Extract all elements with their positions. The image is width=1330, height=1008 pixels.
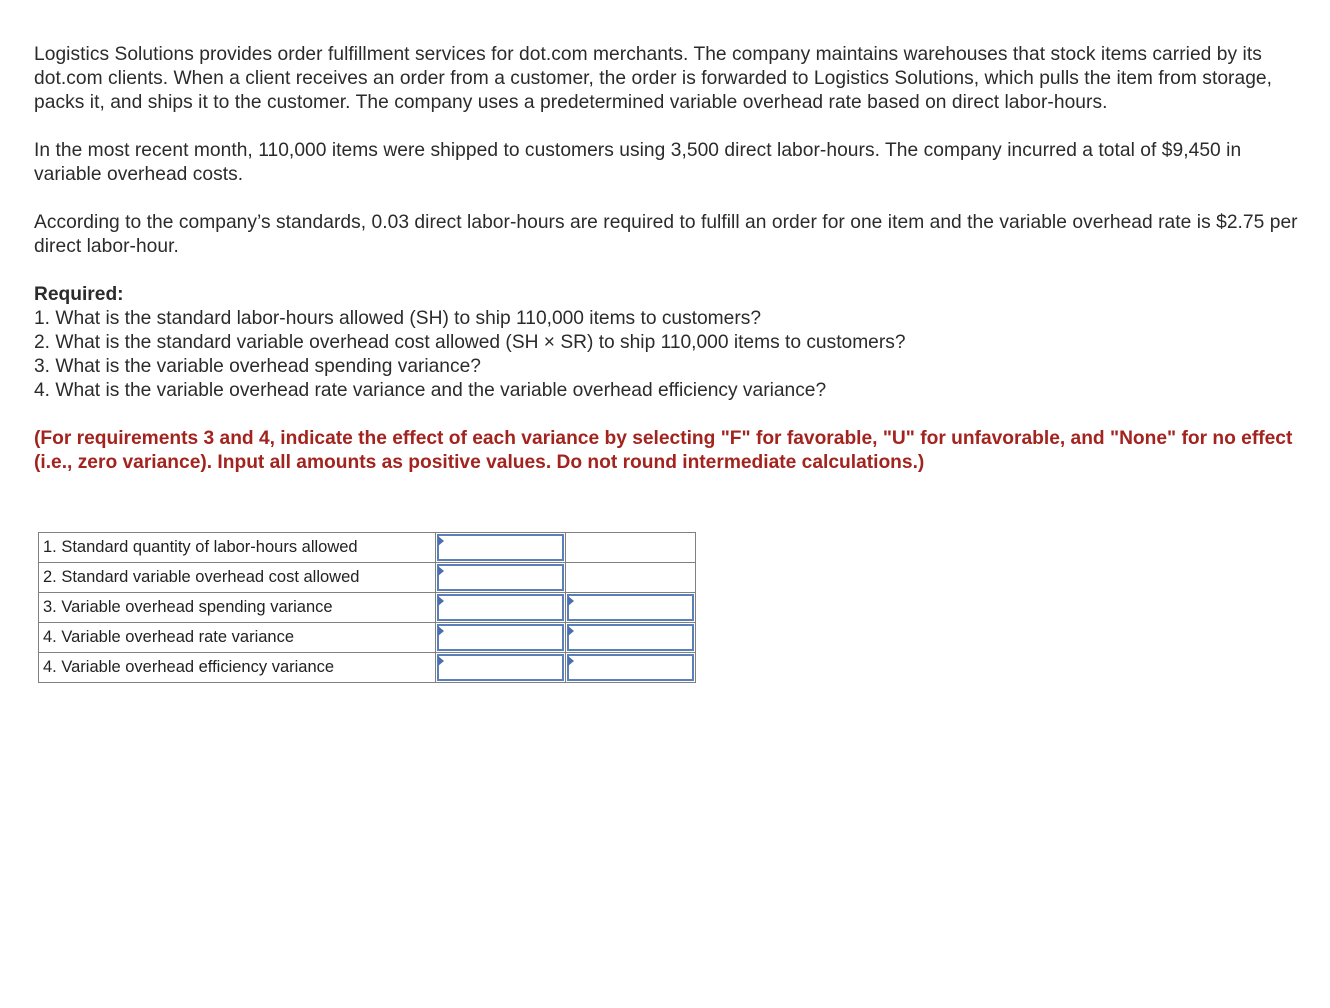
table-row — [39, 533, 696, 563]
problem-paragraph-2: In the most recent month, 110,000 items were shipped to customers using 3,500 direct labor-hours. The company incurred a total of $9,450 in variable overhead costs. — [34, 140, 1242, 185]
amount-input-3[interactable] — [436, 593, 566, 623]
table-row — [39, 623, 696, 653]
empty-cell — [566, 563, 696, 593]
problem-paragraph-3: According to the company’s standards, 0.03 direct labor-hours are required to fulfill an order for one item and the variable overhead rate is $2.75 per direct labor-hour. — [34, 212, 1298, 257]
answer-table — [38, 532, 696, 683]
requirement-2: 2. What is the standard variable overhead cost allowed (SH × SR) to ship 110,000 items to customers? — [34, 332, 906, 353]
problem-content — [34, 43, 1304, 499]
requirement-3: 3. What is the variable overhead spending variance? — [34, 356, 481, 377]
table-row — [39, 593, 696, 623]
amount-input-box[interactable] — [437, 654, 564, 681]
amount-input-box[interactable] — [437, 594, 564, 621]
row-label: 4. Variable overhead rate variance — [39, 623, 436, 653]
table-row — [39, 653, 696, 683]
required-heading: Required: — [34, 284, 124, 305]
requirements-list — [34, 283, 1304, 403]
amount-input-1[interactable] — [436, 533, 566, 563]
effect-select-box[interactable] — [567, 654, 694, 681]
amount-input-box[interactable] — [437, 564, 564, 591]
effect-select-4b[interactable] — [566, 653, 696, 683]
row-label: 3. Variable overhead spending variance — [39, 593, 436, 623]
effect-select-3[interactable] — [566, 593, 696, 623]
amount-input-box[interactable] — [437, 534, 564, 561]
row-label: 4. Variable overhead efficiency variance — [39, 653, 436, 683]
row-label: 1. Standard quantity of labor-hours allowed — [39, 533, 436, 563]
requirement-1: 1. What is the standard labor-hours allowed (SH) to ship 110,000 items to customers? — [34, 308, 761, 329]
table-row — [39, 563, 696, 593]
effect-select-box[interactable] — [567, 594, 694, 621]
amount-input-4b[interactable] — [436, 653, 566, 683]
requirement-4: 4. What is the variable overhead rate variance and the variable overhead efficiency variance? — [34, 380, 827, 401]
amount-input-box[interactable] — [437, 624, 564, 651]
problem-paragraph-1: Logistics Solutions provides order fulfillment services for dot.com merchants. The company maintains warehouses that stock items carried by its dot.com clients. When a client receives an order from a customer, the order is forwarded to Logistics Solutions, which pulls the item from storage, packs it, and ships it to the customer. The company uses a predetermined variable overhead rate based on direct labor-hours. — [34, 44, 1273, 113]
amount-input-4a[interactable] — [436, 623, 566, 653]
instructions-note: (For requirements 3 and 4, indicate the effect of each variance by selecting "F" for favorable, "U" for unfavorable, and "None" for no effect (i.e., zero variance). Input all amounts as positive values. Do not round intermediate calculations.) — [34, 428, 1293, 473]
empty-cell — [566, 533, 696, 563]
row-label: 2. Standard variable overhead cost allowed — [39, 563, 436, 593]
amount-input-2[interactable] — [436, 563, 566, 593]
effect-select-box[interactable] — [567, 624, 694, 651]
effect-select-4a[interactable] — [566, 623, 696, 653]
